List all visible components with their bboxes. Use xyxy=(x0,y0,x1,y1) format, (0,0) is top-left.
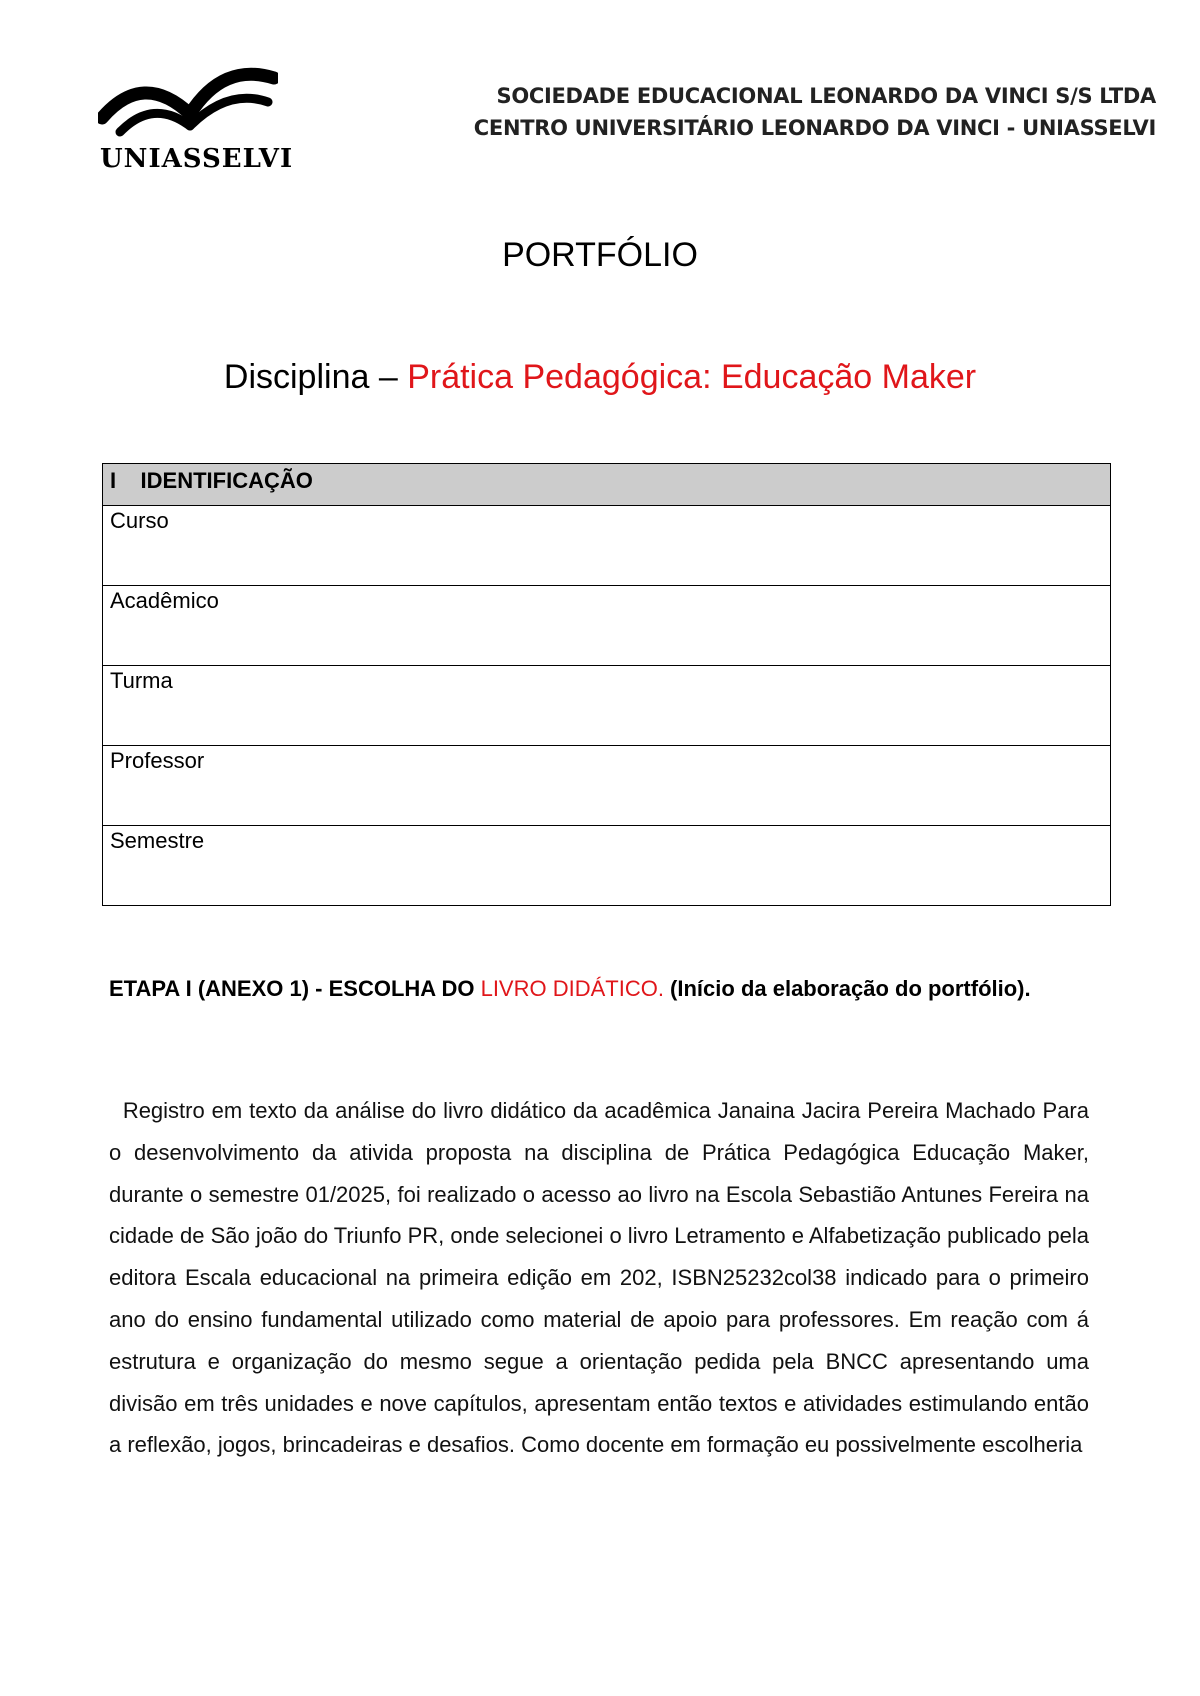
book-arcs-icon xyxy=(98,62,278,142)
discipline-prefix: Disciplina – xyxy=(223,358,408,396)
organization-header xyxy=(436,80,1156,144)
field-turma: Turma xyxy=(103,666,1111,746)
field-semestre: Semestre xyxy=(103,826,1111,906)
identification-header: I IDENTIFICAÇÃO xyxy=(103,464,1111,506)
etapa-highlight: LIVRO DIDÁTICO. xyxy=(480,976,664,1001)
discipline-name: Prática Pedagógica: Educação Maker xyxy=(407,358,977,396)
uniasselvi-logo xyxy=(88,48,294,188)
discipline-heading xyxy=(0,358,1200,397)
etapa-note: (Início da elaboração do portfólio). xyxy=(663,976,1031,1001)
org-name-line: SOCIEDADE EDUCACIONAL LEONARDO DA VINCI S/S LTDA xyxy=(496,84,1156,108)
logo-text: UNIASSELVI xyxy=(100,144,294,174)
page-title: PORTFÓLIO xyxy=(502,236,698,274)
etapa-label: ETAPA I (ANEXO 1) - ESCOLHA DO xyxy=(109,976,481,1001)
etapa-heading xyxy=(109,968,1109,1010)
field-curso: Curso xyxy=(103,506,1111,586)
org-university-line: CENTRO UNIVERSITÁRIO LEONARDO DA VINCI - UNIASSELVI xyxy=(473,116,1156,140)
field-academico: Acadêmico xyxy=(103,586,1111,666)
identification-table xyxy=(102,463,1111,906)
analysis-paragraph: Registro em texto da análise do livro didático da acadêmica Janaina Jacira Pereira Machado Para o desenvolvimento da ativida proposta na disciplina de Prática Pedagógica Educação Maker, durante o semestre 01/2025, foi realizado o acesso ao livro na Escola Sebastião Antunes Fereira na cidade de São joão do Triunfo PR, onde selecionei o livro Letramento e Alfabetização publicado pela editora Escala educacional na primeira edição em 202, ISBN25232col38 indicado para o primeiro ano do ensino fundamental utilizado como material de apoio para professores. Em reação com á estrutura e organização do mesmo segue a orientação pedida pela BNCC apresentando uma divisão em três unidades e nove capítulos, apresentam então textos e atividades estimulando então a reflexão, jogos, brincadeiras e desafios. Como docente em formação eu possivelmente escolheria xyxy=(109,1098,1096,1458)
field-professor: Professor xyxy=(103,746,1111,826)
